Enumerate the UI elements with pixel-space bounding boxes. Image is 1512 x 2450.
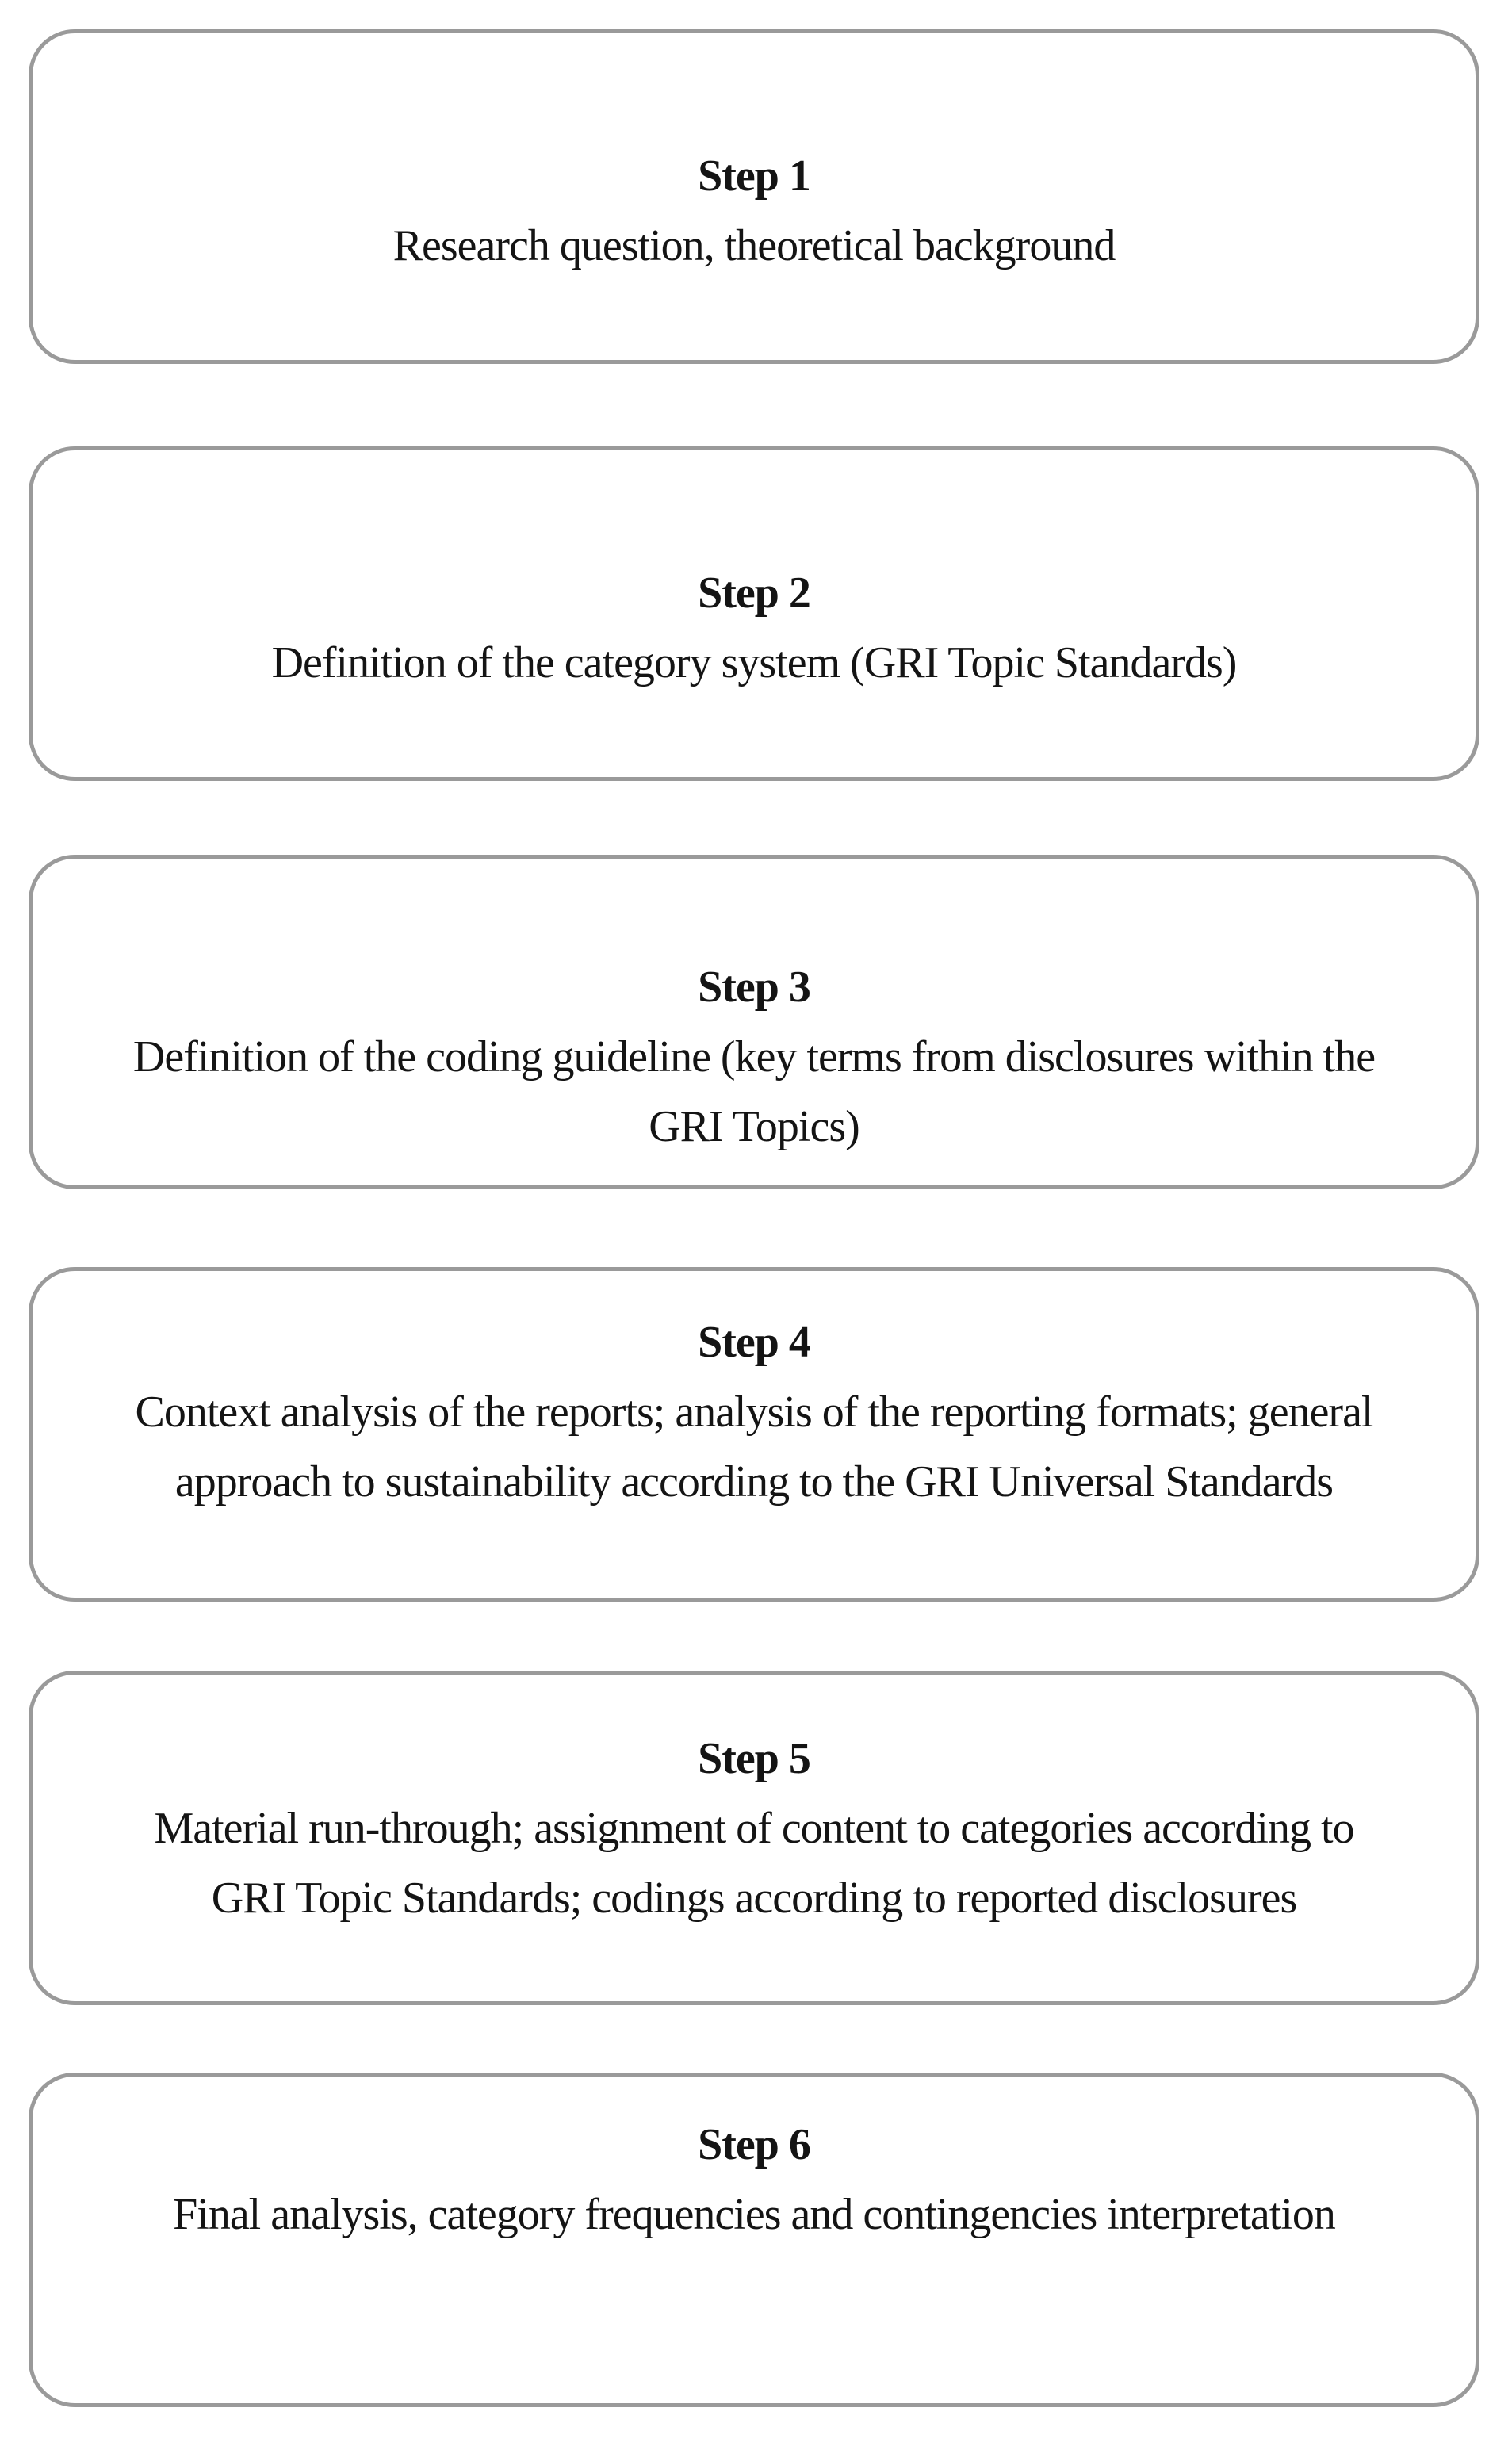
step-4-description-line-1: Context analysis of the reports; analysis of the reporting formats; general [135, 1388, 1373, 1437]
step-3-box [29, 855, 1479, 1189]
step-3-description-line-1: Definition of the coding guideline (key terms from disclosures within the [132, 1032, 1376, 1081]
step-5-content [64, 1724, 1444, 1933]
step-5-description-line-1: Material run-through; assignment of content to categories according to [154, 1804, 1354, 1853]
step-1-title: Step 1 [698, 151, 810, 201]
step-5-title: Step 5 [698, 1734, 810, 1783]
step-2-box [29, 446, 1479, 781]
step-1-content [64, 141, 1444, 281]
step-3-content [64, 952, 1444, 1162]
step-2-title: Step 2 [698, 568, 810, 618]
step-6-title: Step 6 [698, 2120, 810, 2169]
step-4-box [29, 1267, 1479, 1602]
step-6-content [64, 2110, 1444, 2249]
step-5-description-line-2: GRI Topic Standards; codings according to reported disclosures [211, 1874, 1297, 1923]
step-6-box [29, 2073, 1479, 2407]
step-3-description-line-2: GRI Topics) [649, 1102, 859, 1151]
step-1-box [29, 29, 1479, 364]
step-2-description: Definition of the category system (GRI Topic Standards) [271, 638, 1237, 687]
step-4-content [64, 1307, 1444, 1517]
step-5-box [29, 1671, 1479, 2005]
step-2-content [64, 558, 1444, 698]
step-4-description-line-2: approach to sustainability according to the GRI Universal Standards [174, 1457, 1334, 1506]
step-3-title: Step 3 [698, 963, 810, 1012]
step-6-description: Final analysis, category frequencies and contingencies interpretation [173, 2190, 1335, 2239]
step-1-description: Research question, theoretical background [392, 221, 1116, 270]
step-4-title: Step 4 [698, 1318, 810, 1367]
